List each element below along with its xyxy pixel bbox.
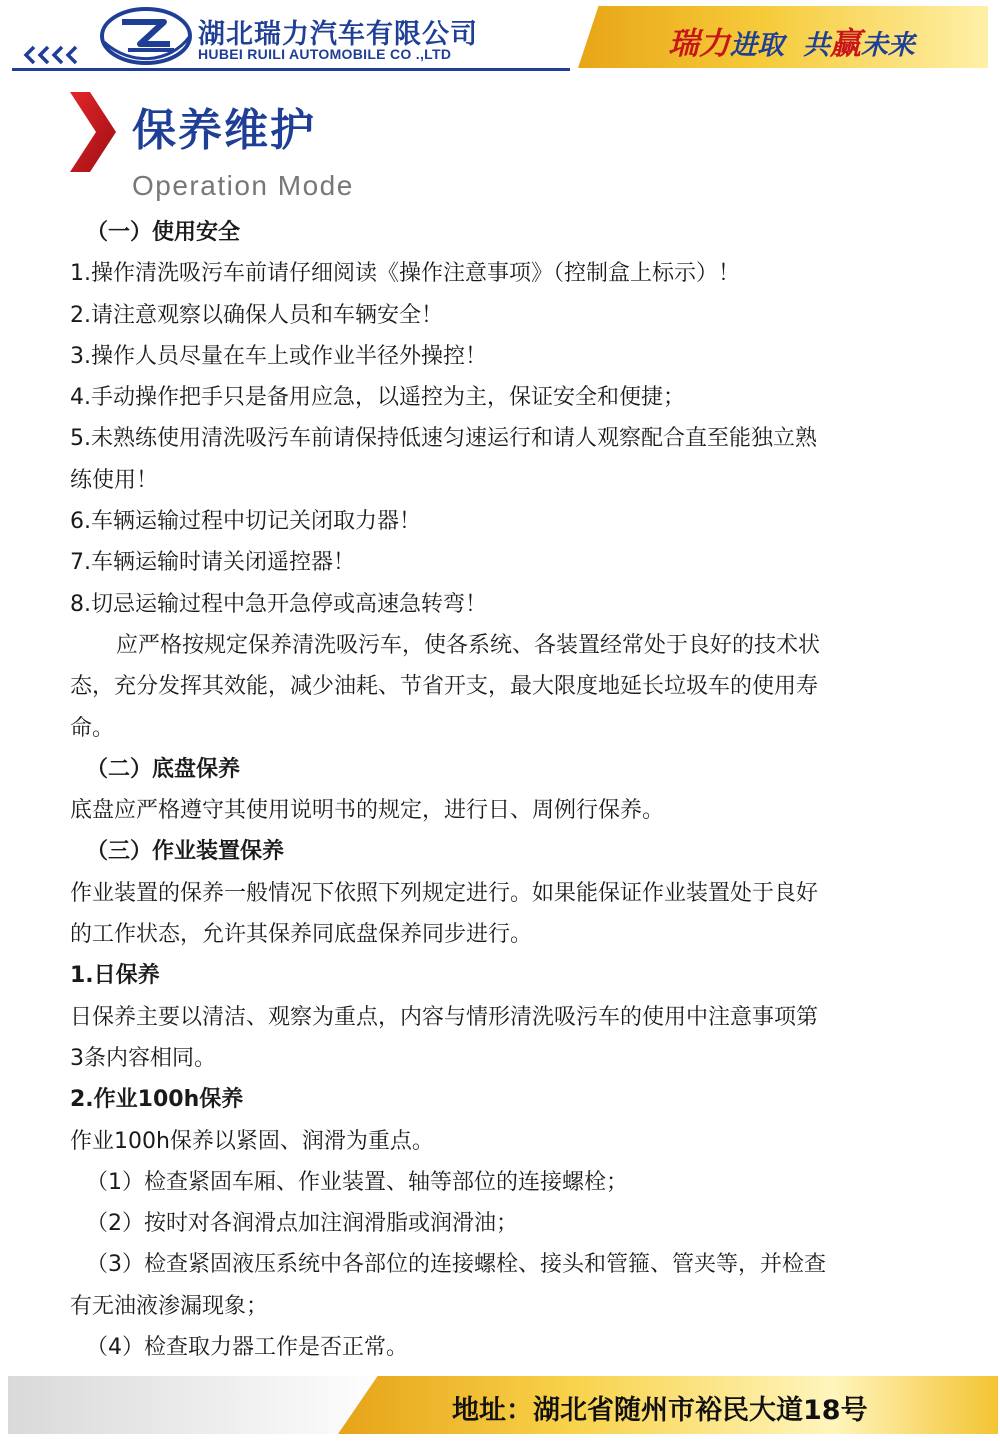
- paragraph-line: 作业100h保养以紧固、润滑为重点。: [70, 1128, 434, 1154]
- paragraph-line: 命。: [70, 715, 115, 741]
- list-item: 2.请注意观察以确保人员和车辆安全！: [70, 302, 443, 328]
- company-logo-icon: [100, 6, 192, 66]
- list-item: 6.车辆运输过程中切记关闭取力器！: [70, 509, 421, 535]
- list-item: 3.操作人员尽量在车上或作业半径外操控！: [70, 343, 487, 369]
- slogan-part-5: 未来: [860, 30, 915, 61]
- list-item: 5.未熟练使用清洗吸污车前请保持低速匀速运行和请人观察配合直至能独立熟: [70, 426, 817, 452]
- chevrons-left-icon: [22, 44, 82, 66]
- paragraph-line: 应严格按规定保养清洗吸污车，使各系统、各装置经常处于良好的技术状: [116, 632, 821, 658]
- company-name-en: HUBEI RUILI AUTOMOBILE CO .,LTD: [198, 46, 452, 62]
- footer-band-left: [8, 1376, 393, 1434]
- slogan-part-4: 赢: [829, 26, 861, 62]
- list-item: （2）按时对各润滑点加注润滑脂或润滑油；: [86, 1211, 518, 1237]
- paragraph-line: 日保养主要以清洁、观察为重点，内容与情形清洗吸污车的使用中注意事项第: [70, 1004, 819, 1030]
- list-item: 8.切忌运输过程中急开急停或高速急转弯！: [70, 591, 487, 617]
- page-title: 保养维护: [132, 105, 316, 156]
- paragraph-line: 3条内容相同。: [70, 1045, 216, 1071]
- list-item-continued: 练使用！: [70, 467, 159, 493]
- paragraph-line: 态，充分发挥其效能，减少油耗、节省开支，最大限度地延长垃圾车的使用寿: [70, 674, 819, 700]
- slogan-part-3: 共: [802, 30, 830, 61]
- main-content: [70, 212, 958, 1368]
- company-name-cn: 湖北瑞力汽车有限公司: [198, 19, 478, 50]
- heading-equipment-maintenance: （三）作业装置保养: [86, 839, 285, 865]
- list-item: 4.手动操作把手只是备用应急，以遥控为主，保证安全和便捷；: [70, 385, 685, 411]
- list-item: （3）检查紧固液压系统中各部位的连接螺栓、接头和管箍、管夹等，并检查: [86, 1252, 826, 1278]
- heading-chassis-maintenance: （二）底盘保养: [86, 756, 241, 782]
- header-divider: [12, 68, 570, 71]
- list-item: （1）检查紧固车厢、作业装置、轴等部位的连接螺栓；: [86, 1169, 628, 1195]
- page-footer: [0, 1366, 1000, 1444]
- red-chevron-icon: [66, 92, 118, 172]
- company-address: 地址：湖北省随州市裕民大道18号: [452, 1395, 868, 1426]
- list-item: （4）检查取力器工作是否正常。: [86, 1335, 408, 1361]
- list-item: 1.操作清洗吸污车前请仔细阅读《操作注意事项》（控制盒上标示）！: [70, 261, 740, 287]
- list-item: 7.车辆运输时请关闭遥控器！: [70, 550, 355, 576]
- paragraph-line: 底盘应严格遵守其使用说明书的规定，进行日、周例行保养。: [70, 798, 665, 824]
- heading-daily-maintenance: 1.日保养: [70, 963, 160, 989]
- paragraph-line: 的工作状态，允许其保养同底盘保养同步进行。: [70, 922, 533, 948]
- list-item-continued: 有无油液渗漏现象；: [70, 1293, 269, 1319]
- slogan: [668, 18, 915, 63]
- page-header: [0, 0, 1000, 80]
- slogan-part-2: 进取: [730, 30, 784, 61]
- heading-100h-maintenance: 2.作业100h保养: [70, 1087, 244, 1113]
- heading-usage-safety: （一）使用安全: [86, 220, 241, 245]
- page-subtitle: Operation Mode: [132, 170, 354, 201]
- slogan-part-1: 瑞力: [668, 26, 730, 62]
- paragraph-line: 作业装置的保养一般情况下依照下列规定进行。如果能保证作业装置处于良好: [70, 880, 819, 906]
